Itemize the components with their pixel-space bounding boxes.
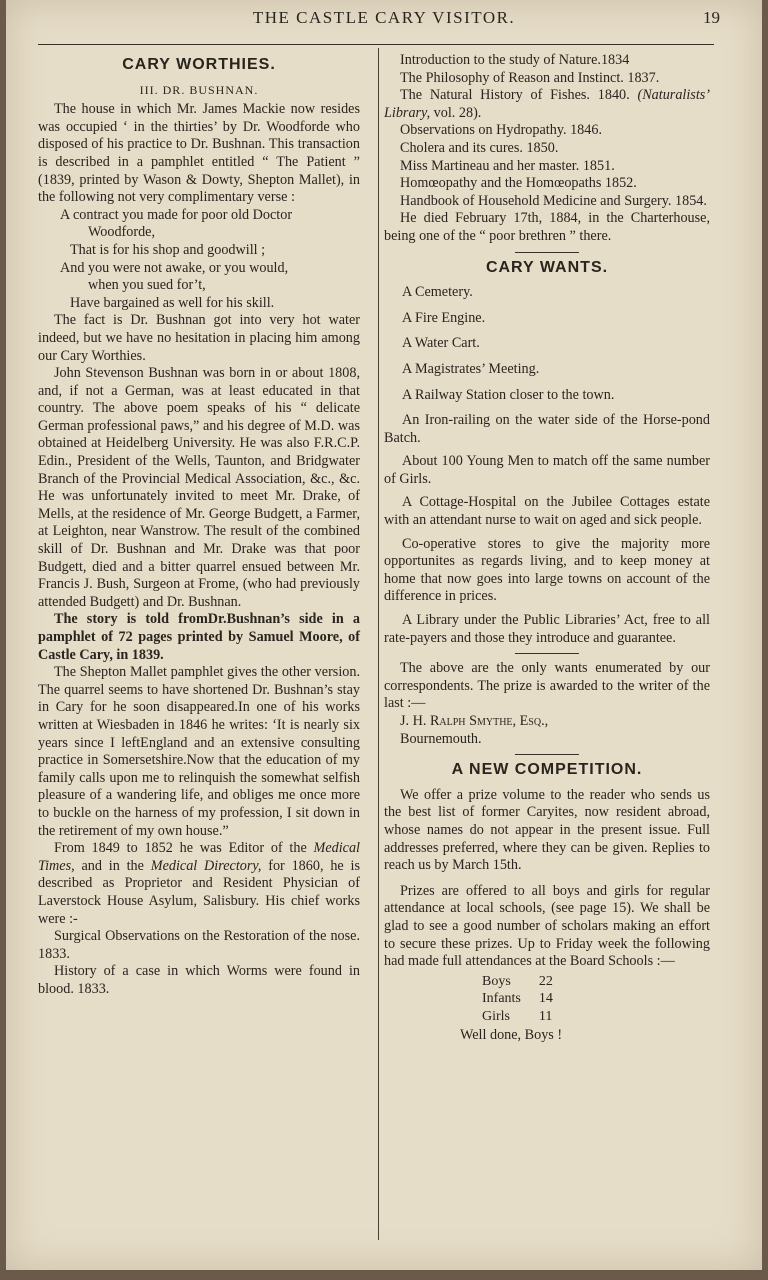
- table-row: Boys 22: [482, 973, 553, 989]
- verse-line: That is for his shop and goodwill ;: [70, 241, 266, 258]
- verse-line: Have bargained as well for his skill.: [70, 294, 275, 311]
- list-item: A Magistrates’ Meeting.: [402, 360, 540, 377]
- divider: [515, 653, 579, 654]
- list-item: About 100 Young Men to match off the same number of Girls.: [384, 453, 710, 487]
- list-item: A Fire Engine.: [402, 309, 486, 326]
- paragraph: Prizes are offered to all boys and girls for regular attendance at local schools, (see page 15). We shall be glad to see a good number of scholars making an effort to secure these prizes. Up to Friday week the following had made full attendances at the Board Schools :—: [384, 882, 710, 970]
- section-heading-cary-worthies: CARY WORTHIES.: [122, 56, 276, 73]
- works-item: Introduction to the study of Nature.1834: [400, 52, 630, 68]
- wants-list: [384, 284, 710, 647]
- list-item: A Cottage-Hospital on the Jubilee Cottages estate with an attendant nurse to wait on aged and sick people.: [384, 494, 710, 529]
- page: [6, 0, 762, 1270]
- divider: [515, 252, 579, 253]
- list-item: A Cemetery.: [402, 284, 473, 301]
- section-heading-new-competition: A NEW COMPETITION.: [451, 761, 643, 779]
- list-item: Co-operative stores to give the majority more opportunites as regards living, and to keep money at home that now goes into large towns on account of the difference in prices.: [384, 535, 710, 605]
- works-item: History of a case in which Worms were found in blood. 1833.: [38, 963, 360, 997]
- paragraph: The house in which Mr. James Mackie now resides was occupied ‘ in the thirties’ by Dr. Woodforde who disposed of his practice to Dr. Bushnan. This transaction is described in a pamphlet entitled “ The Patient ” (1839, printed by Wason & Dowty, Shepton Mallet), in the following not very complimentary verse :: [38, 101, 360, 206]
- table-row: Infants 14: [482, 991, 553, 1007]
- list-item: An Iron-railing on the water side of the Horse-pond Batch.: [384, 412, 710, 446]
- paragraph: The story is told fromDr.Bushnan’s side in a pamphlet of 72 pages printed by Samuel Moore, of Castle Cary, in 1839.: [38, 611, 360, 663]
- section-heading-cary-wants: CARY WANTS.: [485, 258, 609, 276]
- right-column: [384, 52, 710, 1045]
- paragraph: We offer a prize volume to the reader who sends us the best list of former Caryites, now resident abroad, whose names do not appear in the present issue. Full addresses preferred, where they can be given. Replies to reach us by March 15th.: [384, 786, 710, 874]
- paragraph: From 1849 to 1852 he was Editor of the Medical Times, and in the Medical Directory, for 1860, he is described as Proprietor and Resident Physician of Laverstock House Asylum, Salisbury. His chief works were :-: [38, 840, 360, 927]
- paragraph: The fact is Dr. Bushnan got into very hot water indeed, but we have no hesitation in placing him among our Cary Worthies.: [38, 312, 360, 364]
- page-number: 19: [703, 8, 720, 27]
- header-rule: [38, 44, 714, 45]
- works-item: The Natural History of Fishes. 1840. (Naturalists’ Library, vol. 28).: [384, 87, 711, 121]
- article-subheading: III. DR. BUSHNAN.: [139, 82, 259, 97]
- paragraph: The above are the only wants enumerated by our correspondents. The prize is awarded to the writer of the last :—: [384, 660, 710, 712]
- works-item: Surgical Observations on the Restoration of the nose. 1833.: [38, 928, 360, 962]
- paragraph: The Shepton Mallet pamphlet gives the other version. The quarrel seems to have shortened Dr. Bushnan’s stay in Cary for he soon disappeared.In one of his works written at Wiesbaden in 1846 he writes: ‘It is nearly six years since I leftEngland and an extensive consulting practice in Somersetshire.Now that the education of my family calls upon me to relinquish the somewhat selfish pleasure of a wandering life, and obliges me once more to buckle on the harness of my profession, I sit down in the retirement of my own house.”: [38, 664, 360, 839]
- works-item: Handbook of Household Medicine and Surgery. 1854.: [400, 192, 707, 209]
- publication-title: THE CASTLE CARY VISITOR.: [252, 8, 516, 27]
- works-item: Cholera and its cures. 1850.: [400, 139, 559, 156]
- winner-name: J. H. Ralph Smythe, Esq.,: [400, 713, 549, 729]
- works-item: The Philosophy of Reason and Instinct. 1837.: [400, 69, 660, 86]
- list-item: A Water Cart.: [402, 335, 480, 352]
- paragraph: He died February 17th, 1884, in the Charterhouse, being one of the “ poor brethren ” there.: [384, 210, 710, 244]
- table-row: Girls 11: [482, 1008, 553, 1024]
- verse-line: And you were not awake, or you would, when you sued for’t,: [60, 259, 289, 294]
- works-item: Homœopathy and the Homœopaths 1852.: [400, 175, 637, 192]
- list-item: A Railway Station closer to the town.: [402, 386, 615, 403]
- works-item: Observations on Hydropathy. 1846.: [400, 122, 603, 139]
- paragraph: John Stevenson Bushnan was born in or about 1808, and, if not a German, was at least educated in that country. The above poem speaks of his “ delicate German professional paws,” and his degree of M.D. was obtained at Heidelberg University. He was also F.R.C.P. Edin., President of the Wells, Taunton, and Bridgwater Branch of the Provincial Medical Association, &c., &c. He was unfortunately invited to meet Mr. Drake, of Mells, at the residence of Mr. George Budgett, a Farmer, at Leighton, near Wanstrow. The result of the combined skill of Dr. Bushnan and Mr. Drake was that poor Budgett, died and a bitter quarrel ensued between Mr. Francis J. Bush, Surgeon at Frome, (who had previously attended Budgett) and Dr. Bushnan.: [38, 365, 360, 610]
- verse-line: A contract you made for poor old Doctor Woodforde,: [60, 206, 293, 241]
- left-column: [38, 52, 360, 998]
- works-list: [384, 52, 710, 246]
- column-divider: [378, 48, 379, 1240]
- divider: [515, 754, 579, 755]
- closing-line: Well done, Boys !: [460, 1026, 563, 1043]
- list-item: A Library under the Public Libraries’ Act, free to all rate-payers and those they introduce and guarantee.: [384, 612, 710, 646]
- running-header: [6, 6, 762, 34]
- attendance-table: [482, 973, 571, 1025]
- winner-place: Bournemouth.: [400, 730, 482, 747]
- works-item: Miss Martineau and her master. 1851.: [400, 157, 615, 174]
